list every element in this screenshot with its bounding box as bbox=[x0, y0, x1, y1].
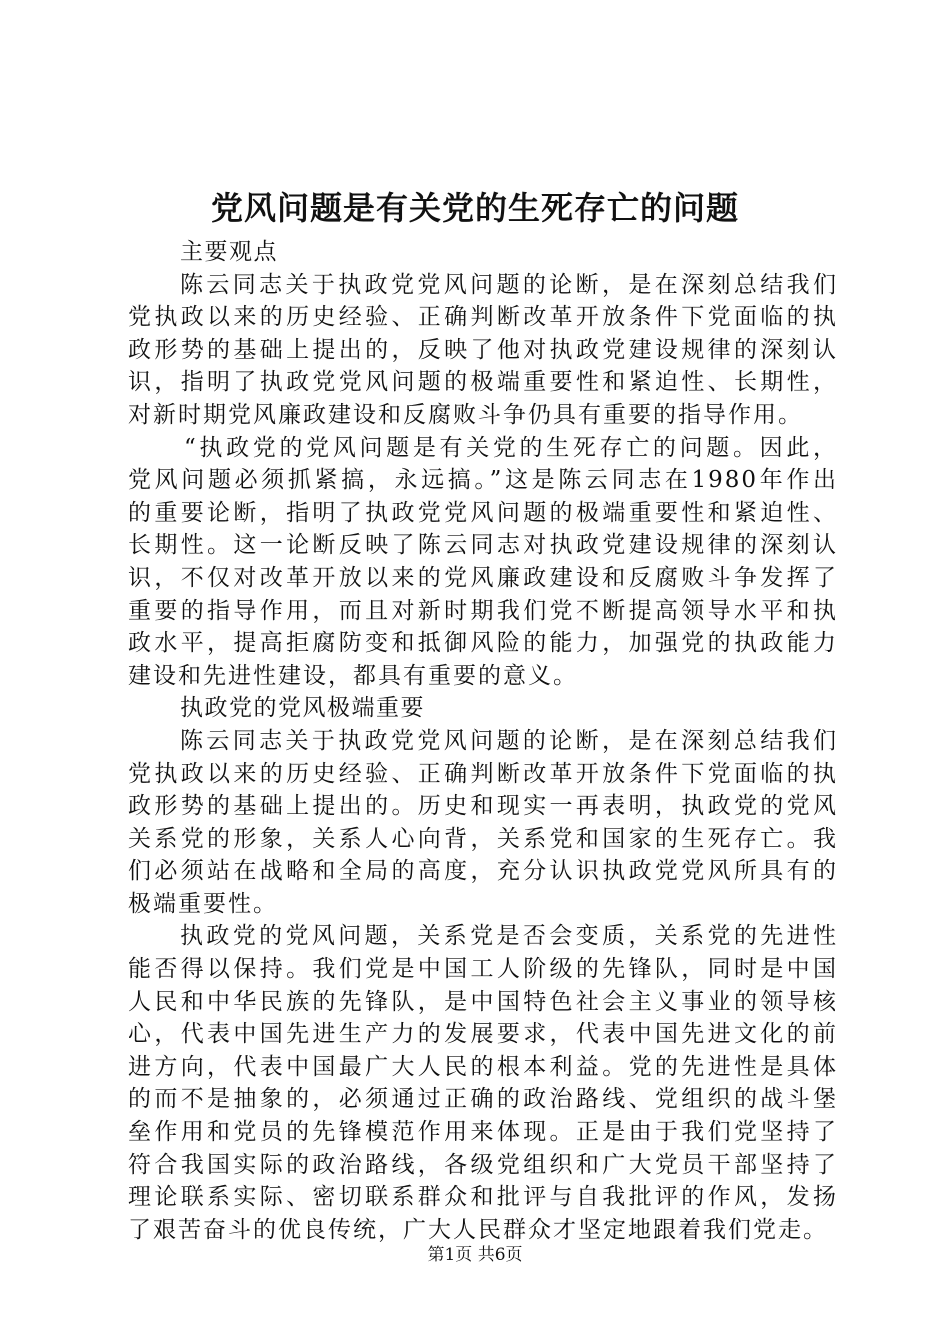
paragraph bbox=[128, 269, 838, 432]
text-line: 党执政以来的历史经验、正确判断改革开放条件下党面临的执 bbox=[128, 760, 838, 787]
text-line: 长期性。这一论断反映了陈云同志对执政党建设规律的深刻认 bbox=[128, 532, 838, 559]
text-line: 执政党的党风问题，关系党是否会变质，关系党的先进性 bbox=[180, 923, 838, 950]
text-line: 了艰苦奋斗的优良传统，广大人民群众才坚定地跟着我们党走。 bbox=[128, 1216, 828, 1243]
text-line: 政形势的基础上提出的，反映了他对执政党建设规律的深刻认 bbox=[128, 336, 838, 363]
text-line: 的而不是抽象的，必须通过正确的政治路线、党组织的战斗堡 bbox=[128, 1086, 838, 1113]
document-title: 党风问题是有关党的生死存亡的问题 bbox=[210, 189, 739, 227]
text-line: 党风问题必须抓紧搞，永远搞。”这是陈云同志在1980年作出 bbox=[128, 467, 838, 494]
text-line: 重要的指导作用，而且对新时期我们党不断提高领导水平和执 bbox=[128, 597, 838, 624]
text-line: 们必须站在战略和全局的高度，充分认识执政党党风所具有的 bbox=[128, 858, 838, 885]
text-line: 陈云同志关于执政党党风问题的论断，是在深刻总结我们 bbox=[180, 727, 838, 754]
page-footer: 第1页 共6页 bbox=[427, 1245, 523, 1265]
text-line: 建设和先进性建设，都具有重要的意义。 bbox=[128, 662, 578, 689]
text-line: 关系党的形象，关系人心向背，关系党和国家的生死存亡。我 bbox=[128, 825, 838, 852]
text-line: 党执政以来的历史经验、正确判断改革开放条件下党面临的执 bbox=[128, 304, 838, 331]
text-line: 的重要论断，指明了执政党党风问题的极端重要性和紧迫性、 bbox=[128, 499, 838, 526]
text-line: 心，代表中国先进生产力的发展要求，代表中国先进文化的前 bbox=[128, 1021, 838, 1048]
paragraph bbox=[128, 432, 838, 693]
text-line: 陈云同志关于执政党党风问题的论断，是在深刻总结我们 bbox=[180, 271, 838, 298]
text-line: 对新时期党风廉政建设和反腐败斗争仍具有重要的指导作用。 bbox=[128, 401, 803, 428]
text-line: 识，指明了执政党党风问题的极端重要性和紧迫性、长期性， bbox=[128, 369, 838, 396]
text-line: 政水平，提高拒腐防变和抵御风险的能力，加强党的执政能力 bbox=[128, 630, 838, 657]
text-line: 政形势的基础上提出的。历史和现实一再表明，执政党的党风 bbox=[128, 793, 838, 820]
paragraph bbox=[128, 920, 838, 1246]
text-line: 垒作用和党员的先锋模范作用来体现。正是由于我们党坚持了 bbox=[128, 1119, 838, 1146]
text-line: 理论联系实际、密切联系群众和批评与自我批评的作风，发扬 bbox=[128, 1184, 838, 1211]
text-line: 能否得以保持。我们党是中国工人阶级的先锋队，同时是中国 bbox=[128, 956, 838, 983]
text-line: 识，不仅对改革开放以来的党风廉政建设和反腐败斗争发挥了 bbox=[128, 564, 838, 591]
section-heading: 执政党的党风极端重要 bbox=[180, 695, 425, 722]
paragraph bbox=[128, 725, 838, 921]
text-line: 极端重要性。 bbox=[128, 890, 278, 917]
section-heading: 主要观点 bbox=[180, 239, 278, 265]
text-line: 进方向，代表中国最广大人民的根本利益。党的先进性是具体 bbox=[128, 1053, 838, 1080]
text-line: “执政党的党风问题是有关党的生死存亡的问题。因此， bbox=[184, 434, 838, 461]
text-line: 符合我国实际的政治路线，各级党组织和广大党员干部坚持了 bbox=[128, 1151, 838, 1178]
text-line: 人民和中华民族的先锋队，是中国特色社会主义事业的领导核 bbox=[128, 988, 838, 1015]
document-body bbox=[128, 236, 838, 1246]
